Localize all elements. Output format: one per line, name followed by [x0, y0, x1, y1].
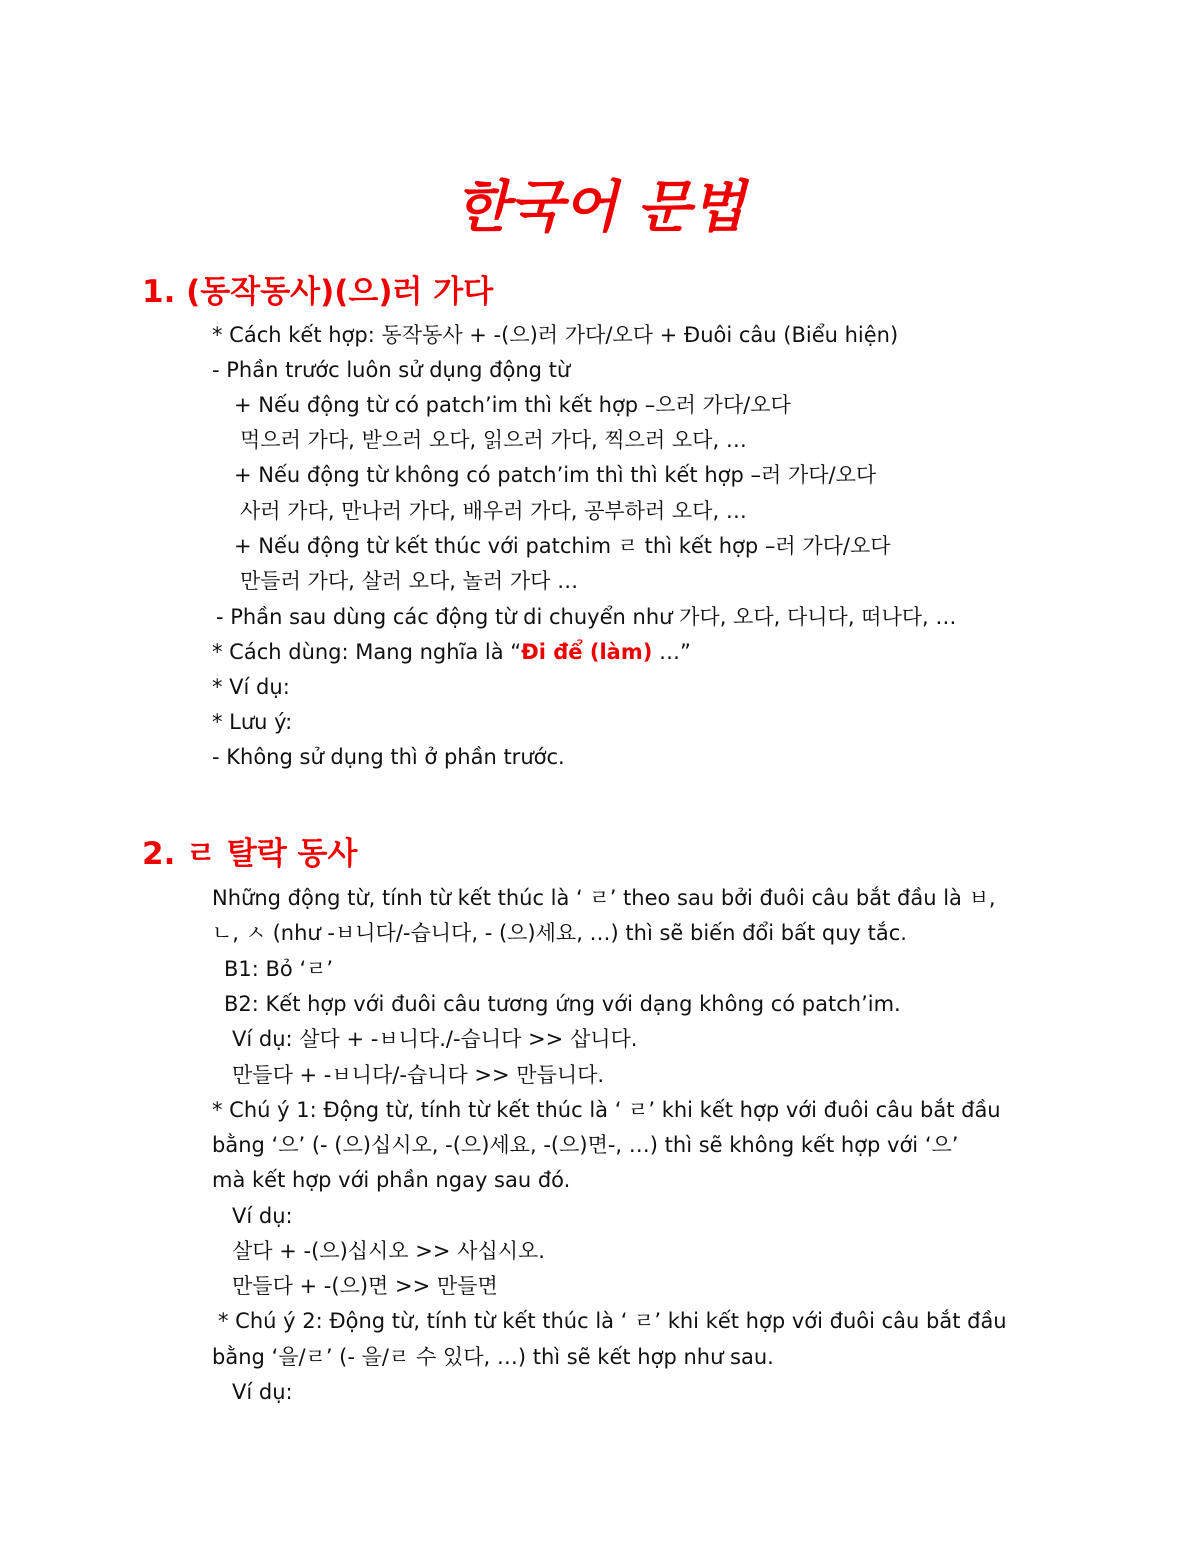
usage-suffix: …” — [652, 640, 691, 664]
section-1-usage-line — [212, 637, 691, 667]
section-1-example-label: * Ví dụ: — [212, 675, 290, 699]
section-1-case1-rule: + Nếu động từ có patch’im thì kết hợp –으러 가다/오다 — [234, 393, 791, 417]
section-2-note1-example-1: 살다 + -(으)십시오 >> 사십시오. — [232, 1239, 545, 1263]
section-2-note1-example-label: Ví dụ: — [232, 1204, 293, 1228]
section-2-note1-example-2: 만들다 + -(으)면 >> 만들면 — [232, 1274, 498, 1298]
usage-prefix: * Cách dùng: Mang nghĩa là “ — [212, 640, 522, 664]
section-1-combine-line: * Cách kết hợp: 동작동사 + -(으)러 가다/오다 + Đuôi câu (Biểu hiện) — [212, 323, 899, 347]
section-1-case3-rule: + Nếu động từ kết thúc với patchim ㄹ thì kết hợp –러 가다/오다 — [234, 534, 891, 558]
section-2-example-2: 만들다 + -ㅂ니다/-습니다 >> 만듭니다. — [232, 1063, 605, 1087]
section-1-case2-rule: + Nếu động từ không có patch’im thì thì kết hợp –러 가다/오다 — [234, 463, 877, 487]
section-2-intro-line-1: Những động từ, tính từ kết thúc là ‘ ㄹ’ theo sau bởi đuôi câu bắt đầu là ㅂ, — [212, 886, 996, 910]
section-2-note1-line-2: bằng ‘으’ (- (으)십시오, -(으)세요, -(으)면-, …) thì sẽ không kết hợp với ‘으’ — [212, 1133, 959, 1157]
section-2-note2-example-label: Ví dụ: — [232, 1380, 293, 1404]
section-2-note2-line-2: bằng ‘을/ㄹ’ (- 을/ㄹ 수 있다, …) thì sẽ kết hợp như sau. — [212, 1345, 774, 1369]
section-2-note1-line-3: mà kết hợp với phần ngay sau đó. — [212, 1168, 571, 1192]
section-2-example-1: Ví dụ: 살다 + -ㅂ니다./-습니다 >> 삽니다. — [232, 1027, 638, 1051]
section-1-rule-line: - Phần trước luôn sử dụng động từ — [212, 358, 571, 382]
usage-highlight: Đi để (làm) — [521, 640, 653, 664]
section-2-note1-line-1: * Chú ý 1: Động từ, tính từ kết thúc là ‘ ㄹ’ khi kết hợp với đuôi câu bắt đầu — [212, 1098, 1001, 1122]
section-1-heading: 1. (동작동사)(으)러 가다 — [142, 274, 494, 310]
section-2-step-1: B1: Bỏ ‘ㄹ’ — [224, 957, 334, 981]
section-1-after-line: - Phần sau dùng các động từ di chuyển như 가다, 오다, 다니다, 떠나다, … — [216, 605, 957, 629]
section-1-case2-example: 사러 가다, 만나러 가다, 배우러 가다, 공부하러 오다, … — [240, 499, 747, 523]
section-2-intro-line-2: ㄴ, ㅅ (như -ㅂ니다/-습니다, - (으)세요, …) thì sẽ biến đổi bất quy tắc. — [212, 921, 907, 945]
section-1-note-label: * Lưu ý: — [212, 710, 293, 734]
section-2-step-2: B2: Kết hợp với đuôi câu tương ứng với dạng không có patch’im. — [224, 992, 901, 1016]
section-2-heading: 2. ㄹ 탈락 동사 — [142, 836, 358, 872]
section-2-note2-line-1: * Chú ý 2: Động từ, tính từ kết thúc là ‘ ㄹ’ khi kết hợp với đuôi câu bắt đầu — [218, 1309, 1007, 1333]
section-1-note-text: - Không sử dụng thì ở phần trước. — [212, 745, 565, 769]
document-title: 한국어 문법 — [455, 175, 745, 240]
section-1-case3-example: 만들러 가다, 살러 오다, 놀러 가다 … — [240, 569, 579, 593]
section-1-case1-example: 먹으러 가다, 받으러 오다, 읽으러 가다, 찍으러 오다, … — [240, 428, 747, 452]
